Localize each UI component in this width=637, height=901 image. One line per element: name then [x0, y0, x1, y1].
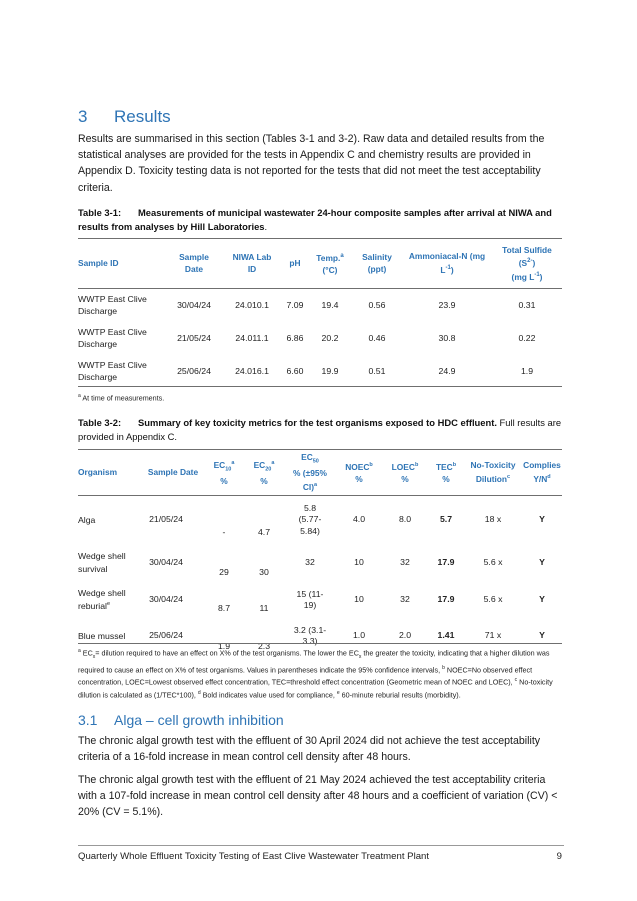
table-row [78, 355, 562, 388]
cell-salinity: 0.51 [368, 365, 386, 376]
section-heading [78, 107, 171, 127]
table-row [78, 496, 562, 544]
cell-ammoniacal: 24.9 [438, 365, 456, 376]
cell-temp: 19.9 [321, 365, 339, 376]
table-row [78, 544, 562, 582]
cell-sulfide: 0.31 [518, 299, 536, 310]
cell-loec: 32 [400, 594, 410, 605]
cell-lab-id: 24.011.1 [235, 332, 269, 343]
cell-date: 21/05/24 [177, 332, 211, 343]
cell-complies: Y [539, 557, 545, 568]
cell-tec: 17.9 [437, 557, 455, 568]
th-salinity: Salinity (ppt) [362, 252, 392, 274]
table2-footnote: $^a$ $EC_x=$ dilution required to have an effect on X% of the test organisms. The lower the $EC_x$ the greater the toxicity, indicating that a higher dilution was required to cause an effect on X% of test organisms. Values in parentheses indicate the 95% confidence intervals, $^b$ NOEC=No observed effect concentration, LOEC=Lowest observed effect concentration, TEC=threshold effect concentration (Geometric mean of NOEC and LOEC), $^c$ No-toxicity dilution is calculated as (1/TEC*100), $^d$ Bold indicates value used for compliance, $^e$ 60-minute reburial results (morbidity). [78, 648, 553, 699]
cell-ntd: 71 x [484, 630, 502, 641]
subsection-title: Alga – cell growth inhibition [114, 712, 284, 728]
th-no-toxicity-dilution: No-Toxicity Dilution$^c$ [470, 460, 516, 484]
th-sample-date: Sample Date [179, 252, 209, 274]
th-ec10: $EC_{10}^a$ % [213, 459, 235, 486]
th-complies: Complies $Y/N^d$ [523, 460, 561, 484]
cell-complies: Y [539, 514, 545, 525]
cell-loec: 8.0 [398, 514, 412, 525]
th-organism: Organism [78, 467, 118, 477]
cell-loec: 2.0 [398, 630, 412, 641]
section-title: Results [114, 107, 171, 126]
cell-sample-id: WWTP East Clive Discharge [78, 294, 147, 316]
cell-date: 30/04/24 [149, 594, 183, 605]
cell-ec10: 8.7 [217, 602, 231, 613]
table-row [78, 582, 562, 618]
cell-ec20: 30 [259, 566, 269, 577]
cell-ntd: 5.6 x [483, 594, 503, 605]
th-ec50: $EC_{50}$ % (±95% CI)$^a$ [293, 452, 327, 492]
cell-date: 25/06/24 [149, 630, 183, 641]
th-niwa-lab-id: NIWA Lab ID [232, 252, 272, 274]
cell-temp: 20.2 [321, 332, 339, 343]
cell-complies: Y [539, 594, 545, 605]
cell-ammoniacal: 30.8 [438, 332, 456, 343]
footer-title: Quarterly Whole Effluent Toxicity Testing of East Clive Wastewater Treatment Plant [78, 851, 430, 862]
cell-sulfide: 0.22 [518, 332, 536, 343]
intro-paragraph: Results are summarised in this section (Tables 3-1 and 3-2). Raw data and detailed results from the statistical analyses are provided for the tests in Appendix C and chemistry results are provided in Appendix D. Toxicity testing data is not reported for the tests that did not meet the test acceptability criteria. [78, 133, 545, 194]
table2-label: Table 3-2: [78, 417, 122, 428]
cell-complies: Y [539, 630, 545, 641]
th-ammoniacal-n: Ammoniacal-N (mg $L^{-1}$) [408, 251, 486, 275]
section-number: 3 [78, 107, 88, 126]
table1 [78, 240, 562, 388]
table2-top-rule [78, 449, 562, 450]
cell-tec: 1.41 [437, 630, 455, 641]
cell-ec10: - [222, 526, 226, 537]
table1-bottom-rule [78, 386, 562, 387]
th-sample-id: Sample ID [78, 258, 119, 268]
table2-bottom-rule [78, 643, 562, 644]
cell-organism: Blue mussel [78, 631, 126, 642]
cell-noec: 1.0 [352, 630, 366, 641]
table1-footnote: $^a$ At time of measurements. [78, 393, 165, 403]
table2-caption-bold: Summary of key toxicity metrics for the test organisms exposed to HDC effluent. [138, 417, 497, 428]
subsection-number: 3.1 [78, 712, 98, 728]
cell-ec50: 5.8 (5.77-5.84) [298, 502, 322, 536]
th-noec: NOEC$^b$ % [345, 462, 373, 484]
cell-date: 30/04/24 [177, 299, 211, 310]
th-ph: pH [289, 258, 301, 268]
cell-tec: 5.7 [439, 514, 453, 525]
cell-salinity: 0.46 [368, 332, 386, 343]
cell-sulfide: 1.9 [520, 365, 534, 376]
table2-header-row [78, 451, 562, 495]
th-loec: LOEC$^b$ % [391, 462, 419, 484]
cell-ec20: 11 [259, 602, 269, 613]
cell-ntd: 5.6 x [483, 557, 503, 568]
th-sample-date: Sample Date [147, 467, 199, 477]
paragraph-alga-2: The chronic algal growth test with the effluent of 21 May 2024 achieved the test acceptability criteria with a 107-fold increase in mean control cell density after 48 hours and a coefficient of variation (CV) < 20% (CV = 5.1%). [78, 774, 558, 819]
table2-caption-rest: Full results are provided in Appendix C. [78, 417, 562, 442]
th-ec20: $EC_{20}^a$ % [253, 459, 275, 486]
cell-ntd: 18 x [484, 514, 502, 525]
th-total-sulfide: Total Sulfide $(S^{2-})$ (mg $L^{-1}$) [502, 244, 552, 282]
table1-caption-rest: . [264, 221, 268, 232]
cell-ammoniacal: 23.9 [438, 299, 456, 310]
cell-noec: 10 [354, 594, 364, 605]
cell-ec20: 2.3 [257, 640, 271, 651]
cell-ph: 7.09 [286, 299, 304, 310]
page-number: 9 [556, 851, 562, 862]
cell-organism: Wedge shell survival [78, 550, 126, 574]
table2-caption [78, 416, 564, 444]
cell-lab-id: 24.010.1 [235, 299, 269, 310]
cell-lab-id: 24.016.1 [235, 365, 269, 376]
table1-header-row [78, 240, 562, 288]
cell-tec: 17.9 [437, 594, 455, 605]
cell-ec20: 4.7 [257, 526, 271, 537]
cell-loec: 32 [400, 557, 410, 568]
cell-ec50: 3.2 (3.1-3.3) [293, 624, 327, 646]
table1-top-rule [78, 238, 562, 239]
cell-ph: 6.86 [286, 332, 304, 343]
footer-rule [78, 845, 564, 846]
cell-organism: Alga [78, 515, 96, 526]
table1-caption [78, 206, 564, 234]
cell-noec: 10 [354, 557, 364, 568]
cell-temp: 19.4 [321, 299, 339, 310]
paragraph-alga-1: The chronic algal growth test with the effluent of 30 April 2024 did not achieve the test acceptability criteria of a 16-fold increase in mean control cell density after 48 hours. [78, 735, 541, 764]
th-tec: TEC$^b$ % [435, 462, 457, 484]
cell-ph: 6.60 [286, 365, 304, 376]
table2 [78, 451, 562, 654]
cell-ec50: 32 [305, 557, 315, 568]
cell-sample-id: WWTP East Clive Discharge [78, 327, 147, 349]
cell-organism: Wedge shell reburial$^e$ [78, 587, 126, 611]
cell-sample-id: WWTP East Clive Discharge [78, 360, 147, 382]
cell-date: 30/04/24 [149, 557, 183, 568]
table-row [78, 289, 562, 322]
cell-salinity: 0.56 [368, 299, 386, 310]
cell-date: 21/05/24 [149, 514, 183, 525]
cell-ec10: 29 [219, 566, 229, 577]
cell-ec10: 1.9 [217, 640, 231, 651]
table1-label: Table 3-1: [78, 207, 122, 218]
subsection-heading [78, 712, 284, 728]
table1-caption-bold: Measurements of municipal wastewater 24-hour composite samples after arrival at NIWA and results from analyses by Hill Laboratories [78, 207, 552, 232]
table-row [78, 322, 562, 355]
cell-ec50: 15 (11-19) [296, 588, 324, 610]
cell-date: 25/06/24 [177, 365, 211, 376]
th-temp: Temp.$^a$ (°C) [316, 253, 344, 275]
cell-noec: 4.0 [352, 514, 366, 525]
